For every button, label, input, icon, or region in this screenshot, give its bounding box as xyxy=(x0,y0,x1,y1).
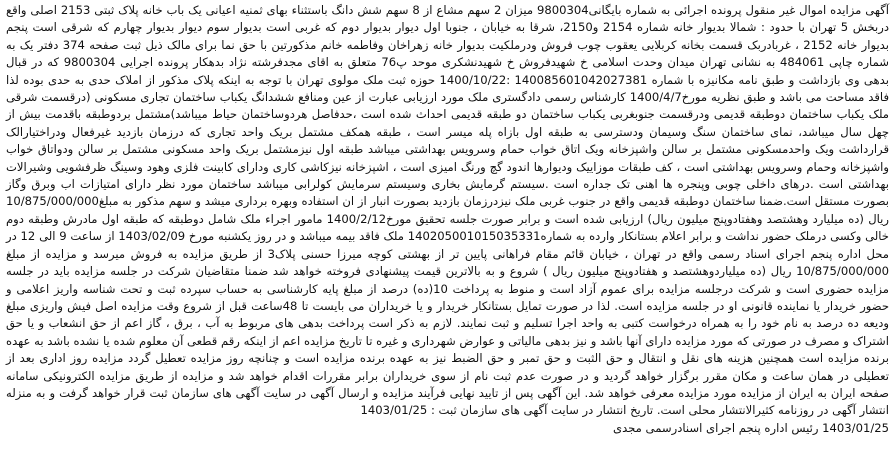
notice-signature: 1403/01/25 رئیس اداره پنجم اجرای اسنادرسمی مجدی xyxy=(613,420,889,435)
notice-body: آگهی مزایده اموال غیر منقول پرونده اجرائی به شماره بایگانی9800304 میزان 2 سهم مشاع از 8 سهم شش دانگ باستثناء بهای ثمنیه اعیانی یک باب خانه پلاک ثبتی 2153 اصلی واقع دربخش 5 تهران با حدود : شمالا بدیوار خانه شماره 2154 و2150، شرقا به خیابان ، جنوبا اول دیوار بدیوار دوم که غربی است بدیوار سوم دیوار بدیوار چهارم که شرقی است پنجم بدیوار خانه 2152 ، غربادربک قسمت بخانه کربلایی یعقوب چوب فروش ودرملکیت بدیوار خانه زهراخان وفاطمه خانم مذکورتین با حق نما برای مالک ذیل ثبت صفحه 374 دفتر یک به شماره چاپی 484061 به نشانی تهران میدان وحدت اسلامی خ شهیدفروش خ شهیدنشکری موحد پ76 متعلق به اقای مجدفرشته نژاد بدهکار پرونده اجرایی 9800304 که در قبال بدهی وی بازداشت و طبق نامه مکانیزه با شماره 140085601042027381 :1400/10/22 حوزه ثبت ملک مولوی تهران با توجه به اینکه پلاک مذکور از املاک حدی به حدی بوده لذا فاقد مساحت می باشد و طبق نظریه مورخ1400/4/7 کارشناس رسمی دادگستری ملک مورد ارزیابی عبارت از عین ومنافع ششدانگ یکباب ساختمان تجاری مسکونی (درقسمت شرقی ملک یکباب ساختمان دوطبقه قدیمی ودرقسمت جنوبغربی یکباب ساختمان دو طبقه قدیمی احداث شده است ،حدفاصل هردوساختمان حیاط میباشد)مشتمل بردوطبقه باقدمت بیش از چهل سال میباشد، نمای ساختمان سنگ وسیمان ودسترسی به طبقه اول بازاه پله میسر است ، طبقه همکف مشتمل بریک واحد تجاری که درزمان بازدید غیرفعال ودراختیارالک قرارداشت ویک واحدمسکونی مشتمل بر سالن واشپزخانه ویک اتاق خواب حمام وسرویس بهداشتی میباشد طبقه اول نیزمشتمل بریک واحد مسکونی مشتمل بر سالن ودواتاق خواب واشپزخانه وحمام وسرویس بهداشتی است ، کف طبقات موزاییک ودیوارها اندود گچ ورنگ امیزی است ، اشپزخانه نیزکاشی کاری ودارای کابینت فلزی وهود وسینگ ظرفشویی وشیرالات بهداشتی است .درهای داخلی چوبی وپنجره ها اهنی تک جداره است .سیستم گرمایش بخاری وسیستم سرمایش کولرابی میباشد ساختمان مورد نظر دارای امتیازات اب وبرق وگاز بصورت مستقل است.ضمنا ساختمان دوطبقه قدیمی واقع در جنوب غربی ملک نیزدرزمان بازدید بصورت انبار از ان استفاده وبهره برداری میشد و سهم مذکور به مبلغ10/875/000/000 ریال (ده میلیارد وهشتصد وهفتادوپنج میلیون ریال) ارزیابی شده است و برابر صورت جلسه تحقیق مورخ1400/2/12 مامور اجراء ملک شامل دوطبقه که طبقه اول مادرش وطبقه دوم خالی وکسی درملک حضور نداشت و برابر اعلام بستانکار وارده به شماره140205001015035331 ملک فاقد بیمه میباشد و در روز یکشنبه مورخ 1403/02/09 از ساعت 9 الی 12 در محل اداره پنجم اجرای اسناد رسمی واقع در تهران ، خیابان قائم مقام فراهانی پایین تر از بهشتی کوچه میرزا حسنی پلاک3 از طریق مزایده به فروش میرسد و مزایده از مبلغ 10/875/000/000 ریال (ده میلیاردوهشتصد و هفتادوپنج میلیون ریال ) شروع و به بالاترین قیمت پیشنهادی فروخته خواهد شد ضمنا متقاضیان شرکت در جلسه مزایده باید در جلسه مزایده حضوری است و شرکت درجلسه مزایده برای عموم آزاد است و منوط به پرداخت 10(ده) درصد از مبلغ پایه کارشناسی به حساب سپرده ثبت و تحت شناسه واریز اعلامی و حضور خریدار یا نماینده قانونی او در جلسه مزایده است. لذا در صورت تمایل بستانکار خریدار و یا خریداران می بایست تا 48ساعت قبل از شروع وقت مزایده اصل فیش واریزی مبلغ ودیعه ده درصد به نام خود را به همراه درخواست کتبی به واحد اجرا تسلیم و ثبت نمایند. لازم به ذکر است پرداخت بدهی های مربوط به آب ، برق ، گاز اعم از حق انشعاب و یا حق اشتراک و مصرف در صورتی که مورد مزایده دارای آنها باشد و نیز بدهی مالیاتی و عوارض شهرداری و غیره تا تاریخ مزایده اعم از اینکه رقم قطعی آن معلوم شده یا نشده باشد به عهده برنده مزایده است همچنین هزینه های نقل و انتقال و حق الثبت و حق تمبر و حق الضبط نیز به عهده برنده مزایده است و چنانچه روز مزایده تعطیل گردد مزایده روز اداری بعد از تعطیلی در همان ساعت و مکان مقرر برگزار خواهد گردید و در صورت عدم ثبت نام از سوی خریداران برابر مقررات اقدام خواهد شد و مزایده از طریق مزایده الکترونیکی سامانه صفحه ایران به ایران از مزایده مورد مزایده معرفی خواهد شد. این آگهی پس از تایید نهایی فرآیند مزایده و ارسال آگهی در سایت آگهی های سازمان ثبت قرار خواهد گرفت و به منزله انتشار آگهی در روزنامه کثیرالانتشار محلی است. تاریخ انتشار در سایت آگهی های سازمان ثبت : 1403/01/25 xyxy=(6,3,890,418)
